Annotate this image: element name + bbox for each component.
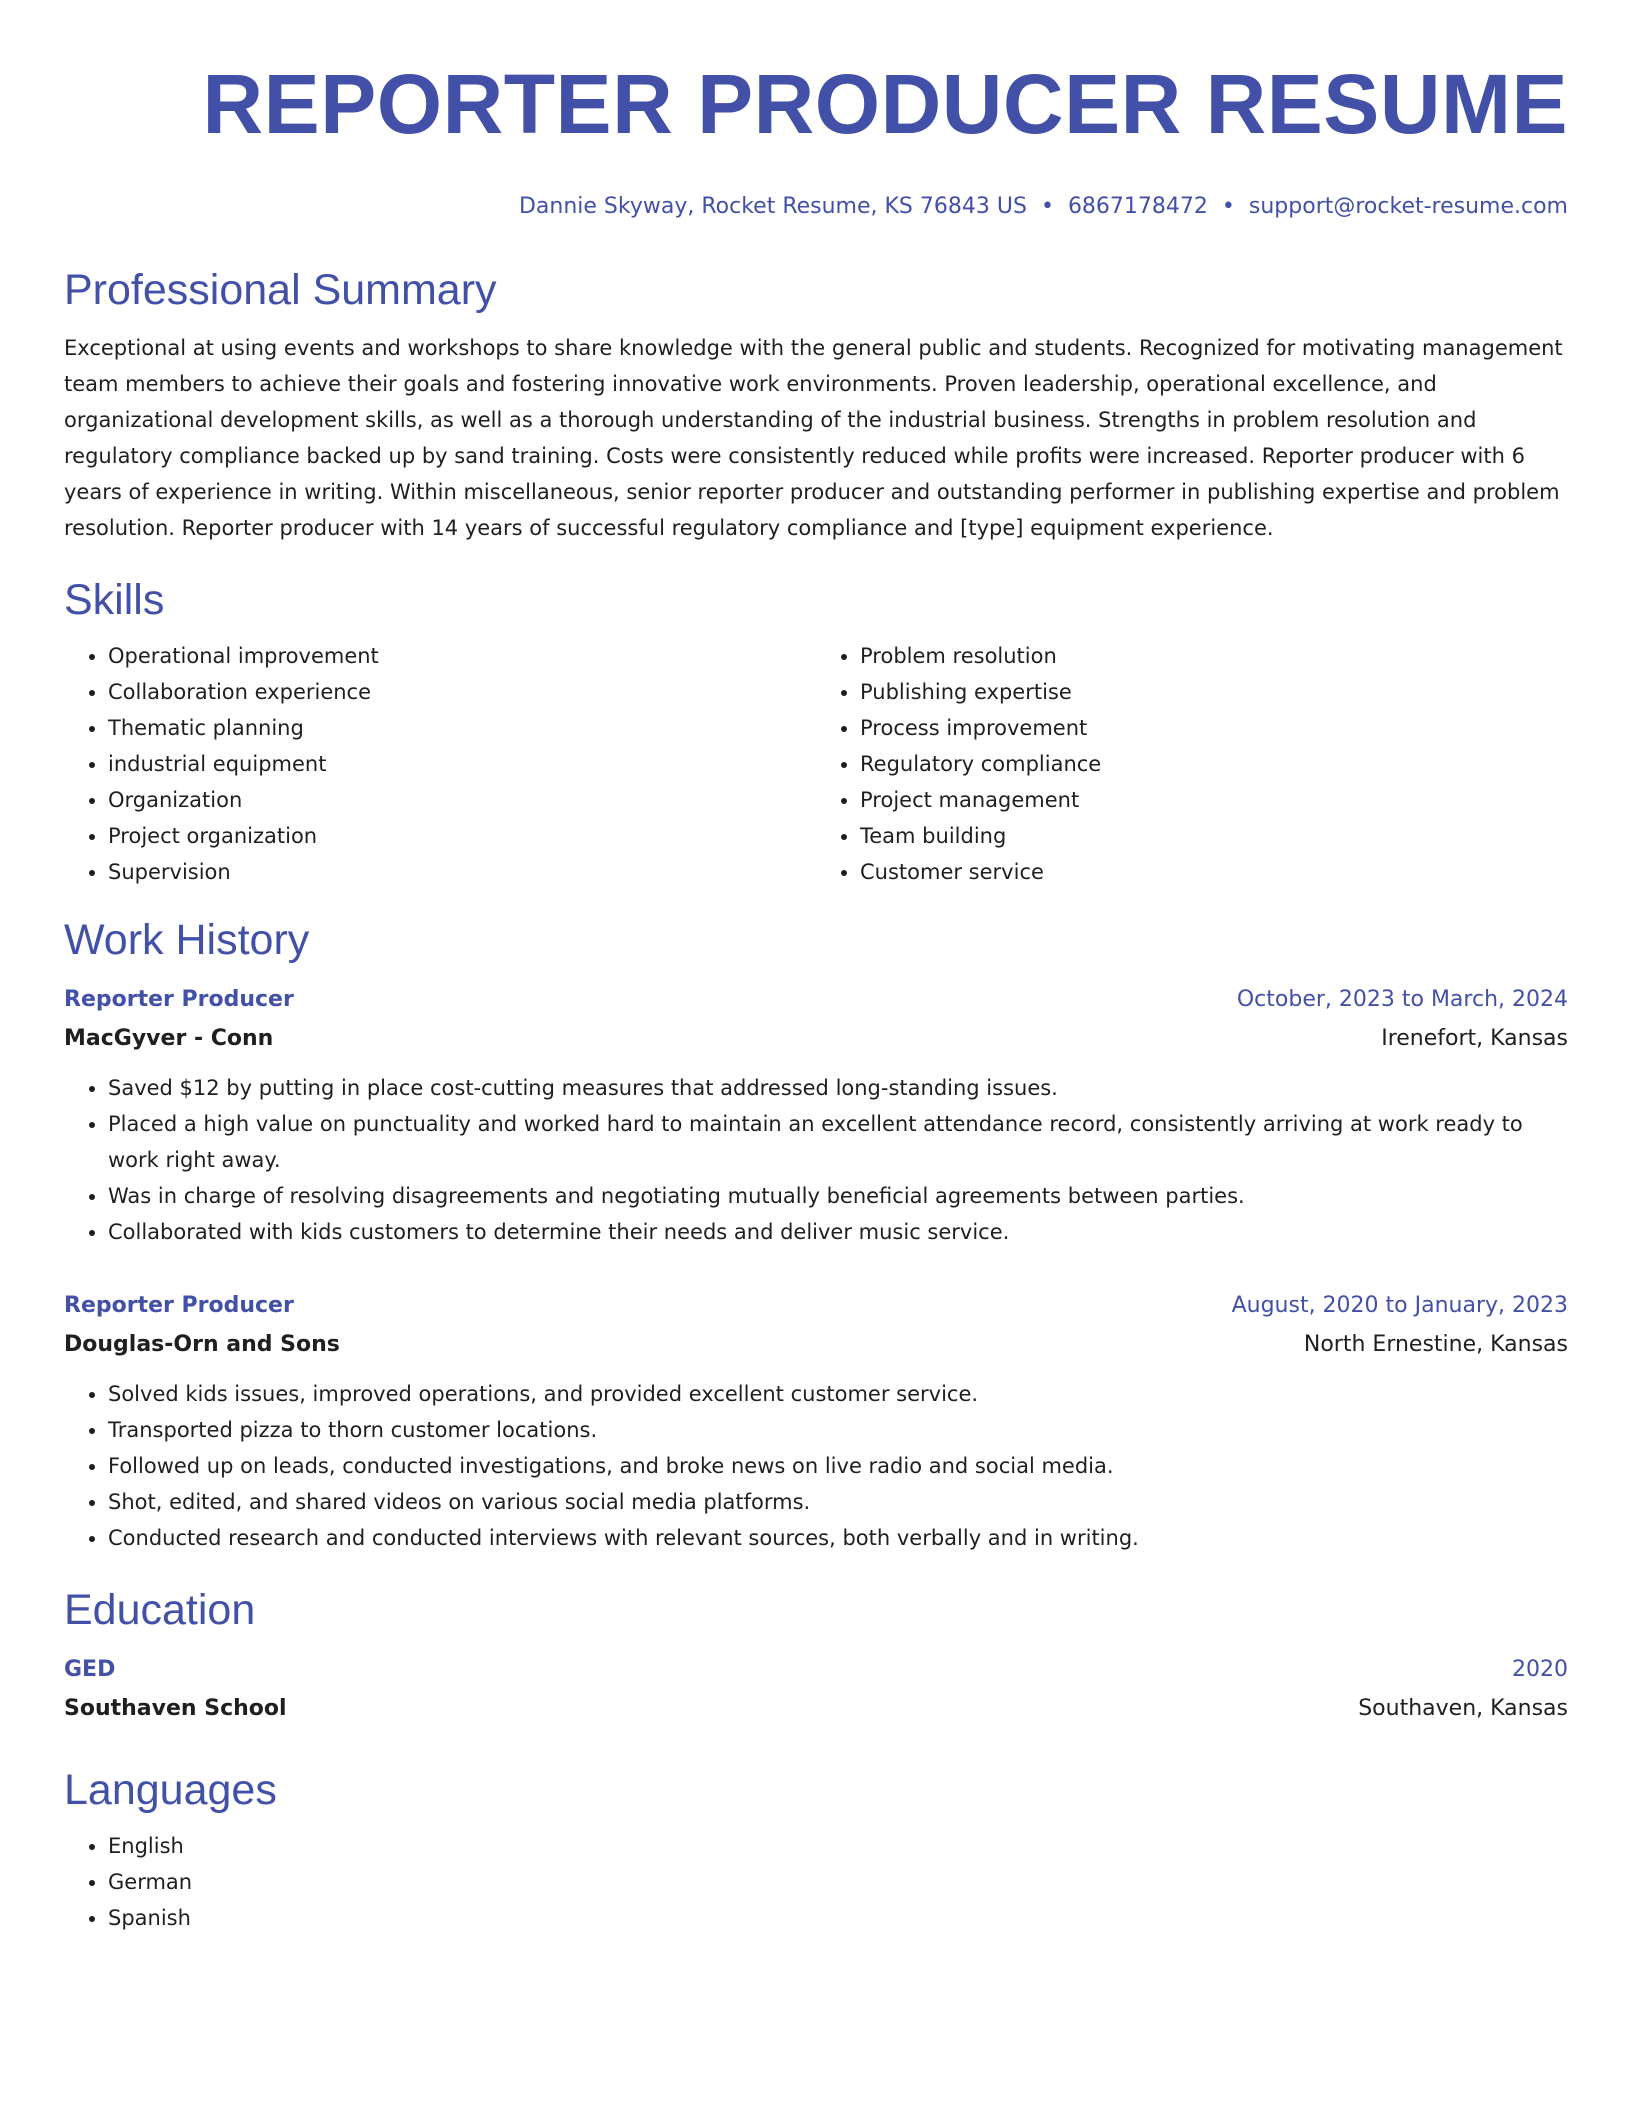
job-dates: August, 2020 to January, 2023	[1231, 1293, 1568, 1318]
job-bullet: • Conducted research and conducted interviews with relevant sources, both verbally and in writing.	[108, 1520, 1568, 1556]
contact-address: Dannie Skyway, Rocket Resume, KS 76843 US	[518, 194, 1027, 219]
skills-columns	[64, 638, 1568, 890]
job-bullet: • Solved kids issues, improved operations, and provided excellent customer service.	[108, 1376, 1568, 1412]
skill-item: • Regulatory compliance	[860, 746, 1568, 782]
contact-line	[64, 192, 1568, 222]
skill-item: • Thematic planning	[108, 710, 816, 746]
job-bullet: • Collaborated with kids customers to determine their needs and deliver music service.	[108, 1214, 1568, 1250]
skill-item: • Customer service	[860, 854, 1568, 890]
resume-title: REPORTER PRODUCER RESUME	[202, 57, 1568, 151]
skill-item: • Publishing expertise	[860, 674, 1568, 710]
education-heading: Education	[64, 1586, 256, 1634]
job-bullet: • Followed up on leads, conducted investigations, and broke news on live radio and social media.	[108, 1448, 1568, 1484]
education-location: Southaven, Kansas	[1358, 1696, 1568, 1721]
contact-email: support@rocket-resume.com	[1248, 194, 1568, 219]
education-school-row	[64, 1690, 1568, 1728]
languages-list	[64, 1828, 1568, 1936]
work-history-heading: Work History	[64, 916, 310, 964]
skill-item: • Project organization	[108, 818, 816, 854]
job-bullets	[64, 1070, 1568, 1250]
education-year: 2020	[1512, 1657, 1568, 1682]
job-title-row	[64, 980, 1568, 1020]
job-employer-row	[64, 1326, 1568, 1364]
job-title: Reporter Producer	[64, 987, 294, 1012]
skill-item: • industrial equipment	[108, 746, 816, 782]
skills-left-list	[64, 638, 816, 890]
education-school: Southaven School	[64, 1696, 287, 1721]
skills-heading: Skills	[64, 576, 165, 624]
job-entry	[64, 1286, 1568, 1556]
job-entry	[64, 980, 1568, 1250]
contact-phone: 6867178472	[1067, 194, 1208, 219]
summary-text: Exceptional at using events and workshops to share knowledge with the general public and students. Recognized for motivating management team members to achieve their goals and fostering innovative work environments. Proven leadership, operational excellence, and organizational development skills, as well as a thorough understanding of the industrial business. Strengths in problem resolution and regulatory compliance backed up by sand training. Costs were consistently reduced while profits were increased. Reporter producer with 6 years of experience in writing. Within miscellaneous, senior reporter producer and outstanding performer in publishing expertise and problem resolution. Reporter producer with 14 years of successful regulatory compliance and [type] equipment experience.	[64, 336, 1563, 540]
skill-item: • Operational improvement	[108, 638, 816, 674]
skill-item: • Supervision	[108, 854, 816, 890]
summary-heading: Professional Summary	[64, 266, 497, 314]
job-employer-row	[64, 1020, 1568, 1058]
job-bullet: • Transported pizza to thorn customer locations.	[108, 1412, 1568, 1448]
job-bullet: • Saved $12 by putting in place cost-cutting measures that addressed long-standing issues.	[108, 1070, 1568, 1106]
language-item: • English	[108, 1828, 1568, 1864]
languages-heading: Languages	[64, 1766, 277, 1814]
skill-item: • Collaboration experience	[108, 674, 816, 710]
skill-item: • Organization	[108, 782, 816, 818]
job-location: Irenefort, Kansas	[1381, 1026, 1568, 1051]
language-item: • German	[108, 1864, 1568, 1900]
job-bullet: • Placed a high value on punctuality and worked hard to maintain an excellent attendance record, consistently arriving at work ready to work right away.	[108, 1106, 1568, 1178]
skill-item: • Process improvement	[860, 710, 1568, 746]
job-location: North Ernestine, Kansas	[1303, 1332, 1568, 1357]
job-bullet: • Shot, edited, and shared videos on various social media platforms.	[108, 1484, 1568, 1520]
job-bullet: • Was in charge of resolving disagreements and negotiating mutually beneficial agreements between parties.	[108, 1178, 1568, 1214]
job-title-row	[64, 1286, 1568, 1326]
education-entry	[64, 1650, 1568, 1728]
skills-right-list	[816, 638, 1568, 890]
contact-separator: •	[1040, 194, 1054, 219]
job-employer: MacGyver - Conn	[64, 1026, 274, 1051]
education-degree: GED	[64, 1657, 116, 1682]
job-employer: Douglas-Orn and Sons	[64, 1332, 340, 1357]
language-item: • Spanish	[108, 1900, 1568, 1936]
job-dates: October, 2023 to March, 2024	[1236, 987, 1568, 1012]
contact-separator: •	[1221, 194, 1235, 219]
job-bullets	[64, 1376, 1568, 1556]
job-title: Reporter Producer	[64, 1293, 294, 1318]
education-degree-row	[64, 1650, 1568, 1690]
skill-item: • Project management	[860, 782, 1568, 818]
skill-item: • Team building	[860, 818, 1568, 854]
skill-item: • Problem resolution	[860, 638, 1568, 674]
